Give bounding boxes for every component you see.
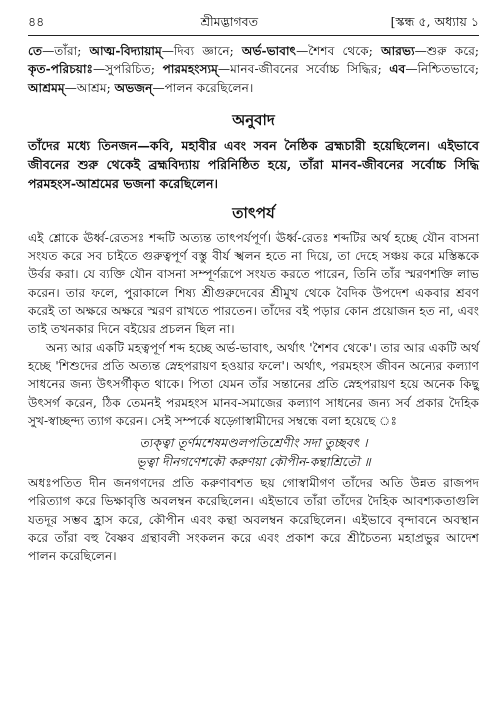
book-title: শ্রীমদ্ভাগবত (200, 14, 258, 29)
glossary-meaning: শুরু করে (426, 44, 475, 58)
glossary-meaning: আশ্রম (76, 80, 107, 95)
glossary-term: এব (389, 62, 406, 77)
page-number: ৪৪ (28, 14, 45, 29)
chapter-location: [স্কন্ধ ৫, অধ্যায় ১ (390, 14, 479, 29)
glossary-term: অর্ভ-ভাবাৎ (241, 44, 297, 58)
verse-line: ভূত্বা দীনগণেশকৌ করুণয়া কৌপীন-কন্থাশ্রিতৌ ॥ (136, 454, 371, 470)
glossary-term: তে (28, 44, 43, 58)
glossary-meaning: দিব্য জ্ঞানে (173, 44, 230, 58)
glossary-meaning: পালন করেছিলেন। (164, 80, 254, 95)
glossary-meaning: সুপরিচিত (105, 62, 151, 77)
purport-heading: তাৎপর্য (232, 203, 275, 222)
purport-paragraph: অন্য আর একটি মহত্বপূর্ণ শব্দ হচ্ছে অর্ভ-ভাবাৎ, অর্থাৎ 'শৈশব থেকে'। তার আর একটি অর্থ হচ্ছে 'শিশুদের প্রতি অত্যন্ত স্নেহপরায়ণ হওয়ার ফলে'। অর্থাৎ, পরমহংস জীবন অন্যের কল্যাণ সাধনের জন্য উৎসর্গীকৃত থাকে। পিতা যেমন তাঁর সন্তানের প্রতি স্নেহপরায়ণ হয়ে অনেক কিছু উৎসর্গ করেন, ঠিক তেমনই পরমহংস মানব-সমাজের কল্যাণ সাধনের জন্য সর্ব প্রকার দৈহিক সুখ-স্বাচ্ছন্দ্য ত্যাগ করেন। সেই সম্পর্কে ষড়্গোস্বামীদের সম্বন্ধে বলা হয়েছে ঃ (28, 340, 479, 428)
glossary-term: আত্ম-বিদ্যায়াম্ (89, 44, 162, 58)
glossary-meaning: নিশ্চিতভাবে (417, 62, 475, 77)
word-glossary: তে—তাঁরা; আত্ম-বিদ্যায়াম্—দিব্য জ্ঞানে; অর্ভ-ভাবাৎ—শৈশব থেকে; আরভ্য—শুরু করে; কৃত-পরিচয়াঃ—সুপরিচিত; পারমহংস্যম্—মানব-জীবনের সর্বোচ্চ সিদ্ধির; এব—নিশ্চিতভাবে; আশ্রমম্—আশ্রম; অভজন্—পালন করেছিলেন। (28, 44, 480, 95)
verse-line: ত্যক্ত্বা তূর্ণমশেষমণ্ডলপতিশ্রেণীং সদা তুচ্ছবৎ । (139, 435, 368, 451)
purport-body (28, 229, 479, 566)
sanskrit-verse (28, 433, 479, 471)
glossary-term: আশ্রমম্ (28, 80, 65, 95)
glossary-meaning: তাঁরা (54, 44, 78, 58)
glossary-term: অভজন্ (114, 80, 153, 95)
glossary-meaning: মানব-জীবনের সর্বোচ্চ সিদ্ধির (230, 62, 378, 77)
page-header (28, 14, 479, 36)
translation-heading: অনুবাদ (232, 110, 275, 129)
translation-text: তাঁদের মধ্যে তিনজন—কবি, মহাবীর এবং সবন নৈষ্ঠিক ব্রহ্মচারী হয়েছিলেন। এইভাবে জীবনের শুরু থেকেই ব্রহ্মবিদ্যায় পরিনিষ্ঠিত হয়ে, তাঁরা মানব-জীবনের সর্বোচ্চ সিদ্ধি পরমহংস-আশ্রমের ভজনা করেছিলেন। (28, 137, 479, 191)
glossary-term: কৃত-পরিচয়াঃ (28, 62, 93, 77)
glossary-term: পারমহংস্যম্ (162, 62, 218, 77)
purport-paragraph: অধঃপতিত দীন জনগণদের প্রতি করুণাবশত ছয় গোস্বামীগণ তাঁদের অতি উন্নত রাজপদ পরিত্যাগ করে ভিক্ষাবৃত্তি অবলম্বন করেছিলেন। এইভাবে তাঁরা তাঁদের দৈহিক আবশ্যকতাগুলি যতদূর সম্ভব হ্রাস করে, কৌপীন এবং কন্থা অবলম্বন করেছিলেন। এইভাবে বৃন্দাবনে অবস্থান করে তাঁরা বহু বৈষ্ণব গ্রন্থাবলী সংকলন করে এবং প্রকাশ করে শ্রীচৈতন্য মহাপ্রভুর আদেশ পালন করেছিলেন। (28, 476, 479, 564)
glossary-meaning: শৈশব থেকে (308, 44, 369, 58)
glossary-term: আরভ্য (381, 44, 415, 58)
purport-paragraph: এই শ্লোকে ঊর্ধ্ব-রেতসঃ শব্দটি অত্যন্ত তাৎপর্যপূর্ণ। ঊর্ধ্ব-রেতঃ শব্দটির অর্থ হচ্ছে যৌন বাসনা সংযত করে সব চাইতে গুরুত্বপূর্ণ বস্তু বীর্য স্খলন হতে না দিয়ে, তা দেহে সঞ্চয় করে মস্তিষ্ককে উর্বর করা। যে ব্যক্তি যৌন বাসনা সম্পূর্ণরূপে সংযত করতে পারেন, তিনি তাঁর স্মরণশক্তি লাভ করেন। তার ফলে, পুরাকালে শিষ্য শ্রীগুরুদেবের শ্রীমুখ থেকে বৈদিক উপদেশ একবার শ্রবণ করেই তা অক্ষরে অক্ষরে স্মরণ রাখতে পারতেন। তাঁদের বই পড়ার কোন প্রয়োজন হত না, এবং তাই তখনকার দিনে বইয়ের প্রচলন ছিল না। (28, 230, 479, 337)
